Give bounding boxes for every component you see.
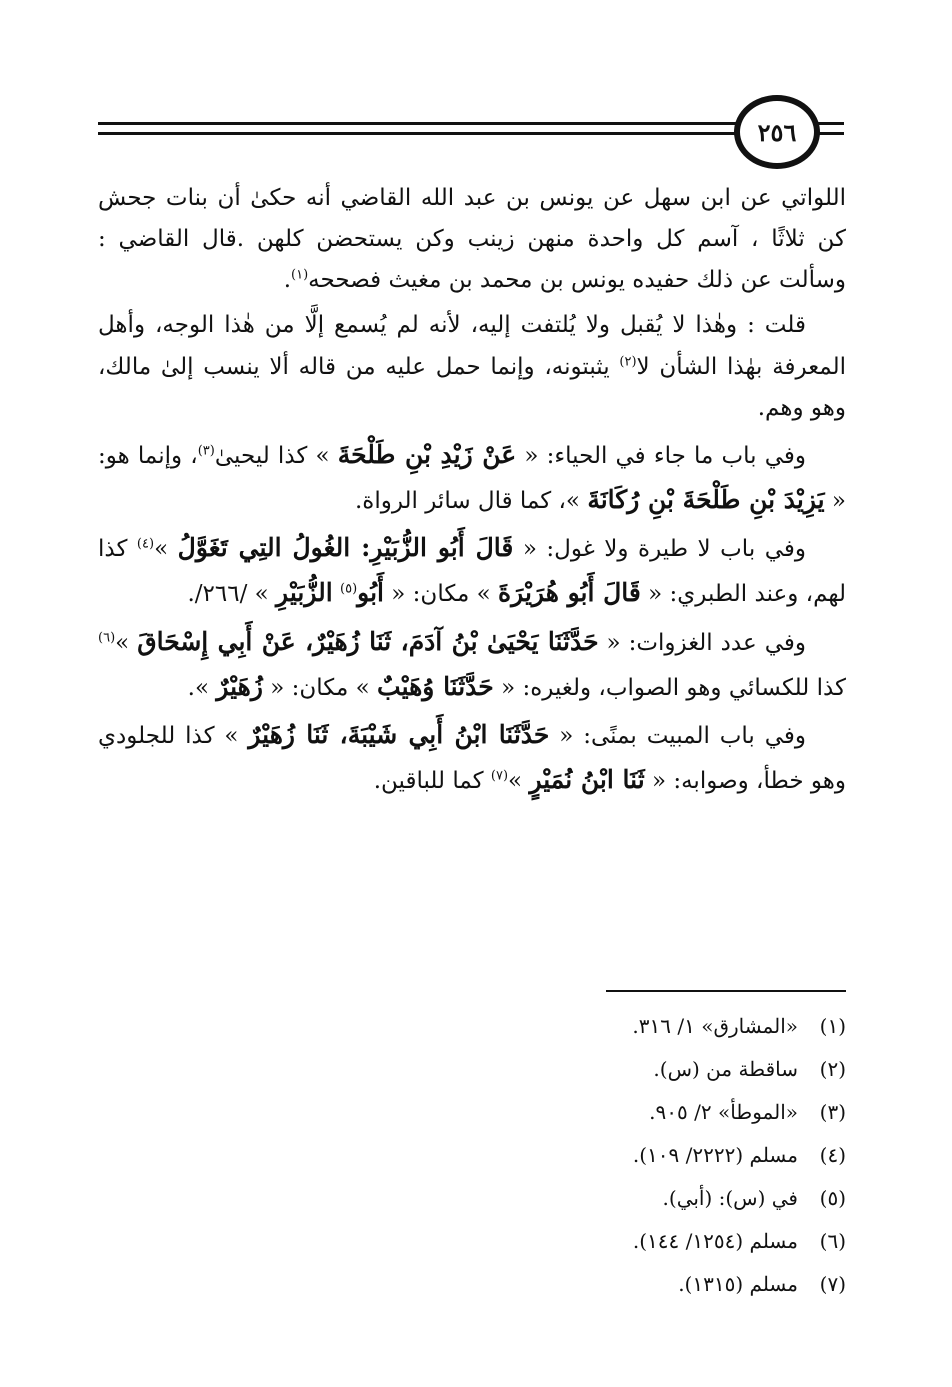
text-run: » مكان: « — [262, 674, 378, 701]
footnote-text: مسلم (٢٢٢٢/ ١٠٩). — [632, 1143, 798, 1167]
footnote — [246, 1263, 846, 1306]
text-run: » كذا ليحيىٰ — [214, 442, 338, 469]
page-number: ٢٥٦ — [734, 95, 820, 169]
text-run: اللواتي عن ابن سهل عن يونس بن عبد الله القاضي أنه حكىٰ أن بنات جحش كن ثلاثًا ، آسم كل واحدة منهن زينب وكن يستحضن كلهن .قال القاضي : وسألت عن ذلك حفيده يونس بن محمد بن مغيث فصححه — [98, 185, 846, 294]
text-run: ، وإنما هو: « — [98, 442, 846, 514]
footnote-text: في (س): (أبي). — [662, 1186, 798, 1210]
footnote-ref: (٧) — [490, 768, 509, 784]
footnote-number: (٦) — [819, 1229, 846, 1253]
footnote-number: (٤) — [819, 1143, 846, 1167]
text-run: ». — [187, 674, 217, 701]
quoted-hadith: أَبُو — [357, 578, 384, 608]
text-run: » — [154, 536, 178, 563]
footnote-number: (٢) — [819, 1057, 846, 1081]
footnotes — [246, 1005, 846, 1306]
main-text — [98, 178, 846, 807]
footnote-text: مسلم (١٢٥٤/ ١٤٤). — [632, 1229, 798, 1253]
text-run — [333, 581, 340, 607]
footnote-ref: (٢) — [619, 353, 637, 369]
paragraph — [98, 178, 846, 301]
text-run: يثبتونه، وإنما حمل عليه من قاله ألا ينسب إلىٰ مالك، وهو وهم. — [98, 353, 846, 421]
footnote-text: مسلم (١٣١٥). — [678, 1272, 798, 1296]
text-run: وفي عدد الغزوات: « — [598, 629, 806, 656]
footnote-divider — [606, 990, 846, 992]
quoted-hadith: يَزِيْدَ بْنِ طَلْحَةَ بْنِ رُكَانَةَ — [587, 484, 825, 514]
footnote-text: «الموطأ» ٢/ ٩٠٥. — [649, 1100, 798, 1124]
quoted-hadith: عَنْ زَيْدِ بْنِ طَلْحَةَ — [337, 439, 517, 469]
quoted-hadith: ثَنَا ابْنُ نُمَيْرٍ — [529, 765, 645, 795]
text-run: » — [115, 629, 138, 656]
paragraph — [98, 620, 846, 710]
footnote-number: (٥) — [819, 1186, 846, 1210]
quoted-hadith: زُهَيْرٌ — [216, 671, 263, 701]
text-run: »، كما قال سائر الرواة. — [354, 487, 588, 514]
text-run: وفي باب المبيت بمنًى: « — [549, 723, 806, 750]
footnote — [246, 1005, 846, 1048]
footnote-text: ساقطة من (س). — [653, 1057, 798, 1081]
paragraph — [98, 713, 846, 803]
footnote — [246, 1048, 846, 1091]
footnote — [246, 1220, 846, 1263]
quoted-hadith: حَدَّثَنَا يَحْيَىٰ بْنُ آدَمَ، ثَنَا زُهَيْرٌ، عَنْ أَبِي إِسْحَاقَ — [137, 626, 599, 656]
quoted-hadith: حَدَّثَنَا وُهَيْبٌ — [377, 671, 494, 701]
text-run: » كذا للجلودي وهو خطأ، وصوابه: « — [98, 723, 846, 795]
text-run: » مكان: « — [383, 581, 499, 608]
text-run: » — [508, 768, 530, 795]
footnote-ref: (١) — [291, 267, 309, 283]
quoted-hadith: قَالَ أَبُو هُرَيْرَةَ — [498, 578, 641, 608]
header-rule — [98, 122, 738, 125]
footnote-ref: (٦) — [98, 630, 116, 646]
footnote — [246, 1177, 846, 1220]
footnote-ref: (٣) — [197, 443, 215, 459]
footnote — [246, 1134, 846, 1177]
quoted-hadith: الزُّبَيْرِ — [276, 578, 333, 608]
footnote-number: (٣) — [819, 1100, 846, 1124]
text-run: . — [283, 267, 292, 294]
text-run: » /٢٦٦/. — [187, 581, 277, 608]
footnote-ref: (٤) — [136, 536, 155, 552]
text-run: كذا لهم، وعند الطبري: « — [98, 536, 846, 608]
footnote — [246, 1091, 846, 1134]
text-run: وفي باب لا طيرة ولا غول: « — [513, 536, 806, 563]
paragraph — [98, 526, 846, 616]
text-run: قلت : وهٰذا لا يُقبل ولا يُلتفت إليه، لأنه لم يُسمع إلَّا من هٰذا الوجه، وأهل المعرفة بهٰذا الشأن لا — [98, 312, 846, 380]
footnote-number: (٧) — [819, 1272, 846, 1296]
paragraph — [98, 433, 846, 523]
page-header — [98, 92, 846, 182]
footnote-number: (١) — [819, 1014, 846, 1038]
footnote-text: «المشارق» ١/ ٣١٦. — [632, 1014, 798, 1038]
footnote-ref: (٥) — [340, 581, 358, 597]
paragraph — [98, 305, 846, 428]
header-rule — [98, 132, 738, 135]
text-run: كذا للكسائي وهو الصواب، ولغيره: « — [493, 674, 846, 701]
text-run: كما للباقين. — [373, 768, 491, 795]
quoted-hadith: قَالَ أَبُو الزُّبَيْرِ: الغُولُ التِي تَغَوَّلُ — [177, 533, 514, 563]
text-run: وفي باب ما جاء في الحياء: « — [516, 442, 807, 469]
quoted-hadith: حَدَّثَنَا ابْنُ أَبِي شَيْبَةَ، ثَنَا زُهَيْرٌ — [248, 720, 550, 750]
